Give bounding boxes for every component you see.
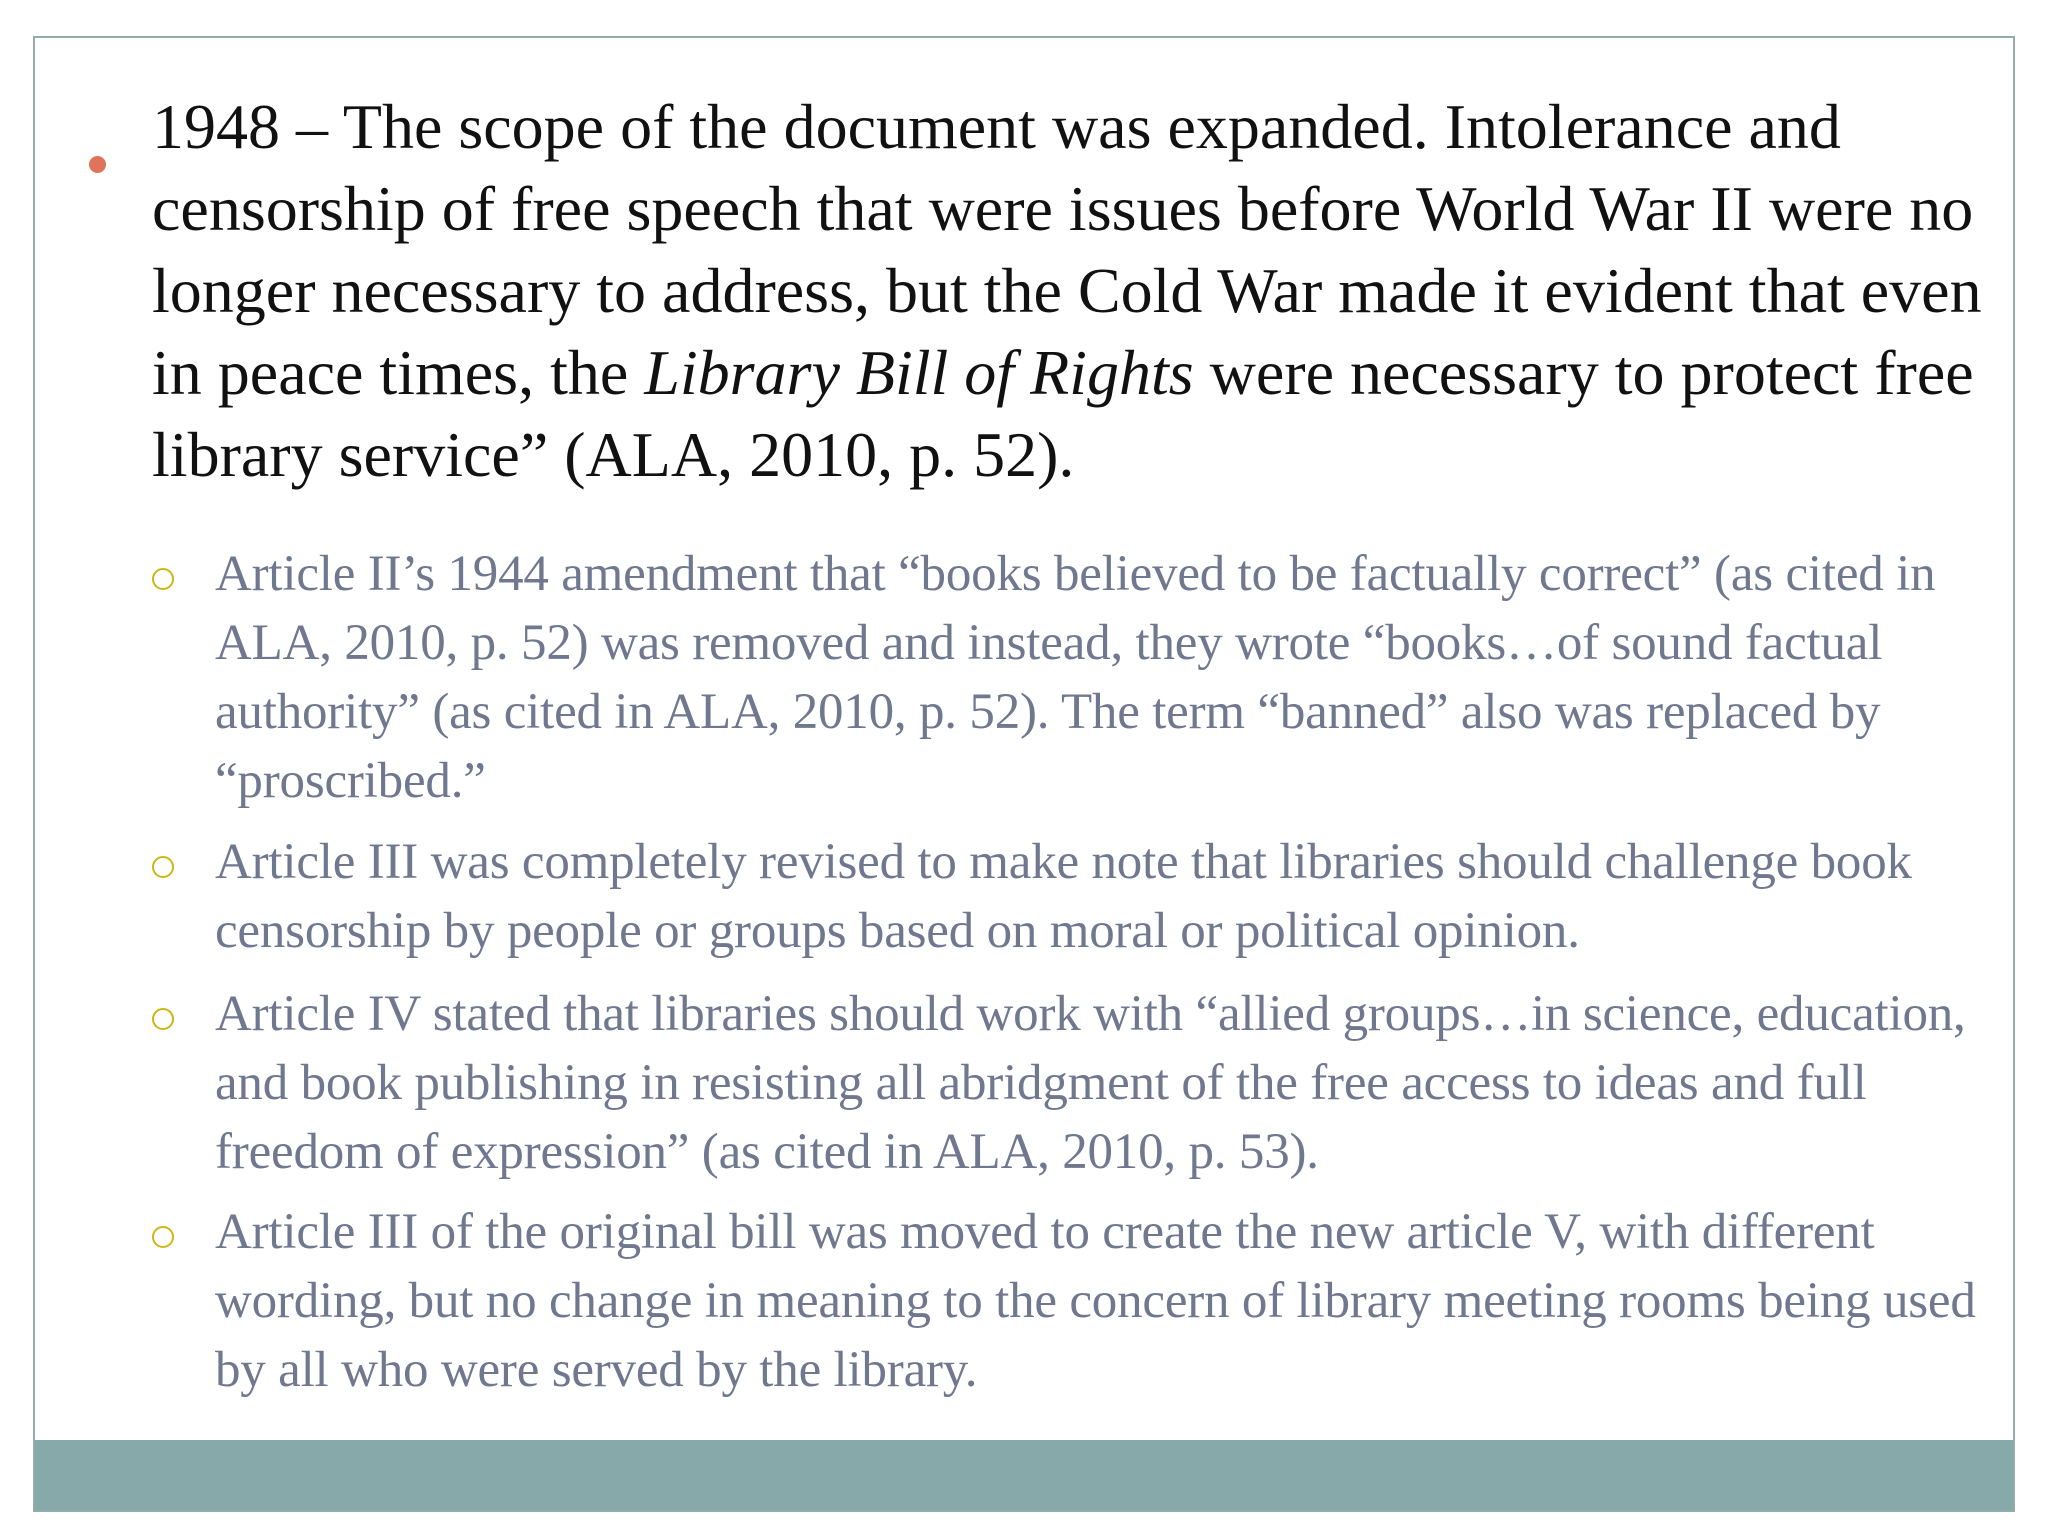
main-bullet-text-part1: 1948 – The scope of the document was expanded. Intolerance and censorship of free speech that were issues before World War II were no longer necessary to address, but the Cold War made it evident that even in peace times, the — [152, 91, 1982, 408]
ring-bullet-icon — [152, 1008, 174, 1030]
library-bill-of-rights-title: Library Bill of Rights — [644, 337, 1194, 408]
ring-bullet-icon — [152, 568, 174, 590]
sub-bullet-text: Article III of the original bill was moved to create the new article V, with different wording, but no change in meaning to the concern of library meeting rooms being used by all who were served by the library. — [215, 1204, 1976, 1398]
footer-bar — [35, 1440, 2013, 1510]
sub-bullet-text: Article IV stated that libraries should work with “allied groups…in science, education, and book publishing in resisting all abridgment of the free access to ideas and full freedom of expression” (as cited in ALA, 2010, p. 53). — [215, 986, 1966, 1180]
sub-bullet-text: Article III was completely revised to make note that libraries should challenge book censorship by people or groups based on moral or political opinion. — [215, 834, 1912, 959]
slide — [33, 36, 2015, 1512]
main-bullet-dot-icon — [89, 156, 106, 173]
sub-bullet-text: Article II’s 1944 amendment that “books believed to be factually correct” (as cited in ALA, 2010, p. 52) was removed and instead, they wrote “books…of sound factual authority” (as cited in ALA, 2010, p. 52). The term “banned” also was replaced by “proscribed.” — [215, 546, 1936, 809]
main-bullet-text-part2: were necessary to protect free library service” (ALA, 2010, p. 52). — [152, 337, 1974, 490]
ring-bullet-icon — [152, 856, 174, 878]
main-bullet-text — [152, 86, 2012, 496]
ring-bullet-icon — [152, 1226, 174, 1248]
